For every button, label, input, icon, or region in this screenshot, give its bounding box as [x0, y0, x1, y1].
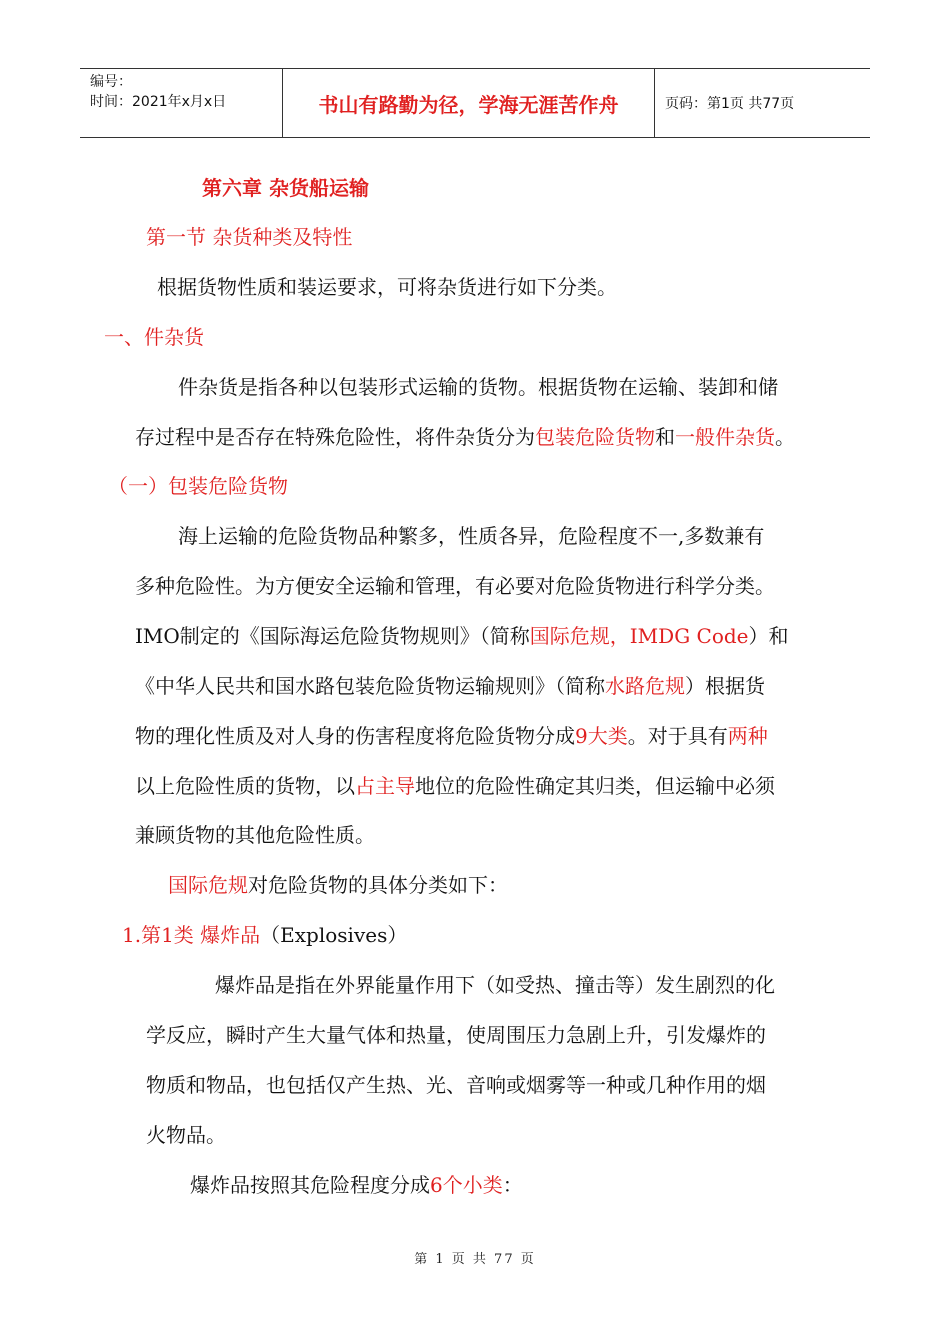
heading-class-1 [122, 919, 407, 948]
text-run: 物的理化性质及对人身的伤害程度将危险货物分成 [135, 724, 575, 748]
paragraph-line [135, 620, 789, 649]
paragraph-line: 学反应，瞬时产生大量气体和热量，使周围压力急剧上升，引发爆炸的 [146, 1023, 766, 1047]
text-run: 。对于具有 [627, 724, 728, 748]
paragraph-line: 件杂货是指各种以包装形式运输的货物。根据货物在运输、装卸和储 [178, 375, 778, 399]
paragraph-line [135, 720, 768, 749]
text-run: ： [502, 1173, 523, 1197]
text-run: ）和 [748, 624, 789, 648]
paragraph-line [135, 421, 795, 450]
highlight-term: 占主导 [355, 774, 415, 798]
text-run: 《中华人民共和国水路包装危险货物运输规则》（简称 [135, 674, 605, 698]
highlight-term: 国际危规，IMDG Code [529, 624, 749, 648]
class-english: （Explosives） [260, 923, 408, 947]
highlight-term: 一般件杂货 [675, 425, 775, 449]
highlight-term: 两种 [727, 724, 768, 748]
footer-page-number: 第 1 页 共 77 页 [414, 1252, 536, 1267]
text-run: 地位的危险性确定其归类，但运输中必须 [415, 774, 775, 798]
section-title: 第一节 杂货种类及特性 [146, 225, 353, 249]
highlight-term: 水路危规 [605, 674, 685, 698]
heading-dangerous-goods: （一）包装危险货物 [108, 474, 288, 498]
text-run: 和 [655, 425, 675, 449]
intro-paragraph: 根据货物性质和装运要求，可将杂货进行如下分类。 [157, 275, 617, 299]
header-motto: 书山有路勤为径，学海无涯苦作舟 [283, 69, 655, 137]
highlight-term: 包装危险货物 [535, 425, 655, 449]
paragraph-line [135, 770, 775, 799]
text-run: 以上危险性质的货物，以 [135, 774, 355, 798]
class-label: 1.第1类 爆炸品 [122, 923, 261, 947]
highlight-term: 6个小类 [430, 1173, 503, 1197]
header-meta [80, 69, 283, 137]
text-run: 对危险货物的具体分类如下： [248, 873, 508, 897]
number-label: 编号： [90, 74, 132, 90]
paragraph-line: 物质和物品，也包括仅产生热、光、音响或烟雾等一种或几种作用的烟 [146, 1073, 766, 1097]
text-run: ）根据货 [685, 674, 765, 698]
text-run: IMO制定的《国际海运危险货物规则》（简称 [135, 624, 530, 648]
highlight-term: 国际危规 [168, 873, 248, 897]
time-label: 时间：2021年x月x日 [90, 94, 227, 110]
paragraph-line: 兼顾货物的其他危险性质。 [135, 823, 375, 847]
page-footer [0, 1248, 950, 1267]
text-run: 爆炸品按照其危险程度分成 [190, 1173, 430, 1197]
text-run: 。 [775, 425, 795, 449]
paragraph-line: 多种危险性。为方便安全运输和管理，有必要对危险货物进行科学分类。 [135, 574, 775, 598]
paragraph-line [190, 1169, 523, 1198]
paragraph-line [135, 670, 765, 699]
paragraph-line: 火物品。 [146, 1123, 226, 1147]
paragraph-line: 爆炸品是指在外界能量作用下（如受热、撞击等）发生剧烈的化 [215, 973, 775, 997]
text-run: 存过程中是否存在特殊危险性，将件杂货分为 [135, 425, 535, 449]
chapter-title: 第六章 杂货船运输 [202, 176, 369, 200]
header-page-info: 页码：第1页 共77页 [665, 96, 795, 112]
paragraph-line: 海上运输的危险货物品种繁多，性质各异，危险程度不一,多数兼有 [178, 524, 765, 548]
heading-piece-goods: 一、件杂货 [104, 325, 204, 349]
paragraph-line [168, 869, 508, 898]
header-table [80, 68, 870, 138]
highlight-term: 9大类 [575, 724, 628, 748]
